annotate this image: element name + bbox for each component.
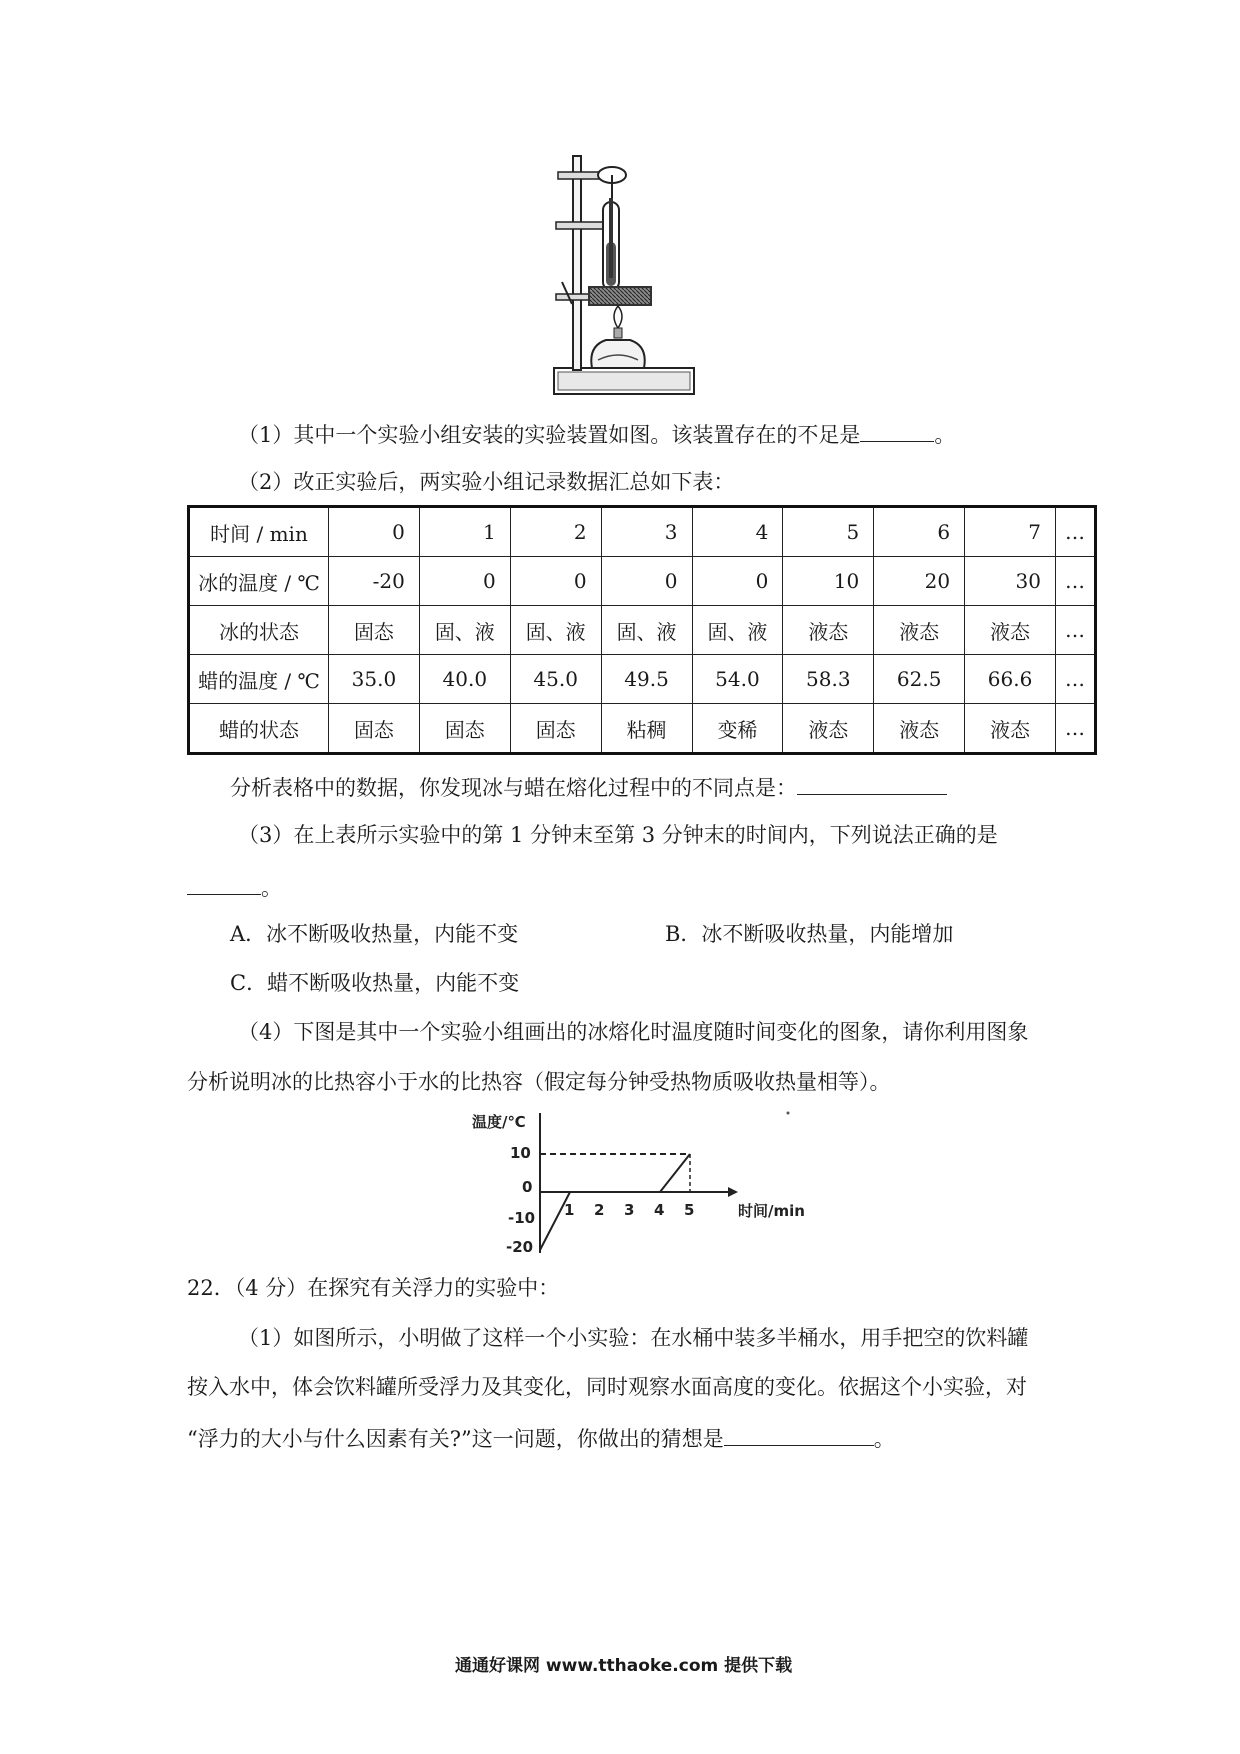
table-cell: 时间 / min — [189, 507, 329, 557]
table-cell: 固态 — [329, 606, 420, 655]
table-cell: 固、液 — [510, 606, 601, 655]
table-row — [189, 655, 1096, 704]
table-cell: … — [1056, 557, 1096, 606]
y-tick-label: -10 — [508, 1209, 536, 1227]
q21-part4-line2: 分析说明冰的比热容小于水的比热容（假定每分钟受热物质吸收热量相等）。 — [187, 1070, 891, 1094]
q22-part1-tail: 。 — [873, 1427, 895, 1451]
table-cell: 0 — [419, 557, 510, 606]
table-cell: 10 — [783, 557, 874, 606]
q21-part3-blank-line — [187, 873, 282, 901]
table-cell: 1 — [419, 507, 510, 557]
q21-part2: （2）改正实验后，两实验小组记录数据汇总如下表： — [238, 470, 735, 494]
table-cell: 40.0 — [419, 655, 510, 704]
temperature-time-graph — [470, 1107, 820, 1255]
option-a: A．冰不断吸收热量，内能不变 — [230, 922, 519, 946]
table-cell: 35.0 — [329, 655, 420, 704]
q21-part1-text: （1）其中一个实验小组安装的实验装置如图。该装置存在的不足是 — [238, 423, 861, 447]
table-cell: 3 — [601, 507, 692, 557]
answer-blank[interactable] — [187, 873, 261, 895]
table-cell: 固、液 — [419, 606, 510, 655]
q21-part4-line1: （4）下图是其中一个实验小组画出的冰熔化时温度随时间变化的图象，请你利用图象 — [238, 1020, 1029, 1044]
table-row — [189, 606, 1096, 655]
table-header-row — [189, 507, 1096, 557]
table-cell: 液态 — [965, 606, 1056, 655]
data-table — [187, 505, 1097, 755]
graph-xlabel: 时间/min — [738, 1202, 805, 1220]
table-cell: … — [1056, 507, 1096, 557]
q22-part1-line3-wrap — [187, 1424, 895, 1452]
q21-analysis-text: 分析表格中的数据，你发现冰与蜡在熔化过程中的不同点是： — [230, 776, 797, 800]
graph-ylabel: 温度/℃ — [472, 1113, 526, 1131]
table-cell: 49.5 — [601, 655, 692, 704]
table-cell: 4 — [692, 507, 783, 557]
y-tick-label: 0 — [522, 1178, 533, 1196]
table-cell: 变稀 — [692, 704, 783, 754]
table-cell: 6 — [874, 507, 965, 557]
answer-blank[interactable] — [724, 1424, 874, 1446]
table-cell: 30 — [965, 557, 1056, 606]
table-cell: 58.3 — [783, 655, 874, 704]
q22-part1-line2: 按入水中，体会饮料罐所受浮力及其变化，同时观察水面高度的变化。依据这个小实验，对 — [187, 1375, 1027, 1399]
table-cell: 粘稠 — [601, 704, 692, 754]
table-cell: 2 — [510, 507, 601, 557]
table-cell: … — [1056, 704, 1096, 754]
q21-part3: （3）在上表所示实验中的第 1 分钟末至第 3 分钟末的时间内，下列说法正确的是 — [238, 823, 998, 847]
option-b: B．冰不断吸收热量，内能增加 — [665, 922, 954, 946]
table-cell: 20 — [874, 557, 965, 606]
table-cell: 冰的温度 / ℃ — [189, 557, 329, 606]
graph-segment-heating-water — [660, 1154, 690, 1192]
q21-part3-tail: 。 — [261, 876, 282, 900]
q22-heading: 22．（4 分）在探究有关浮力的实验中： — [187, 1276, 560, 1300]
q21-part1-tail: 。 — [934, 423, 956, 447]
table-cell: 冰的状态 — [189, 606, 329, 655]
table-cell: 液态 — [874, 704, 965, 754]
graph-segment-heating-ice — [540, 1192, 570, 1250]
table-cell: 66.6 — [965, 655, 1056, 704]
table-cell: 0 — [692, 557, 783, 606]
q21-analysis — [230, 773, 947, 801]
table-cell: 固态 — [419, 704, 510, 754]
answer-blank[interactable] — [797, 773, 947, 795]
q22-part1-line1: （1）如图所示，小明做了这样一个小实验：在水桶中装多半桶水，用手把空的饮料罐 — [238, 1326, 1029, 1350]
table-cell: 0 — [510, 557, 601, 606]
table-cell: 蜡的温度 / ℃ — [189, 655, 329, 704]
table-cell: -20 — [329, 557, 420, 606]
table-cell: 蜡的状态 — [189, 704, 329, 754]
answer-blank[interactable] — [860, 420, 934, 442]
option-c: C．蜡不断吸收热量，内能不变 — [230, 971, 520, 995]
y-tick-label: 10 — [510, 1144, 531, 1162]
table-cell: 液态 — [783, 606, 874, 655]
table-cell: 固、液 — [692, 606, 783, 655]
table-cell: 54.0 — [692, 655, 783, 704]
table-cell: 0 — [601, 557, 692, 606]
table-cell: 45.0 — [510, 655, 601, 704]
table-cell: 固、液 — [601, 606, 692, 655]
table-row — [189, 704, 1096, 754]
x-tick-label: 4 — [654, 1201, 665, 1219]
table-cell: 0 — [329, 507, 420, 557]
table-cell: 液态 — [783, 704, 874, 754]
table-cell: 62.5 — [874, 655, 965, 704]
table-cell: 固态 — [329, 704, 420, 754]
table-cell: 7 — [965, 507, 1056, 557]
experiment-apparatus-figure — [548, 146, 698, 398]
table-cell: 固态 — [510, 704, 601, 754]
footer: 通通好课网 www.tthaoke.com 提供下载 — [455, 1656, 793, 1676]
x-tick-label: 3 — [624, 1201, 635, 1219]
x-tick-label: 2 — [594, 1201, 605, 1219]
table-cell: 5 — [783, 507, 874, 557]
table-cell: … — [1056, 606, 1096, 655]
y-tick-label: -20 — [506, 1238, 534, 1255]
table-cell: 液态 — [965, 704, 1056, 754]
table-row — [189, 557, 1096, 606]
table-cell: … — [1056, 655, 1096, 704]
table-cell: 液态 — [874, 606, 965, 655]
x-tick-label: 5 — [684, 1201, 695, 1219]
q22-part1-line3: “浮力的大小与什么因素有关?”这一问题，你做出的猜想是 — [187, 1427, 724, 1451]
x-tick-label: 1 — [564, 1201, 575, 1219]
q21-part1 — [238, 420, 955, 448]
